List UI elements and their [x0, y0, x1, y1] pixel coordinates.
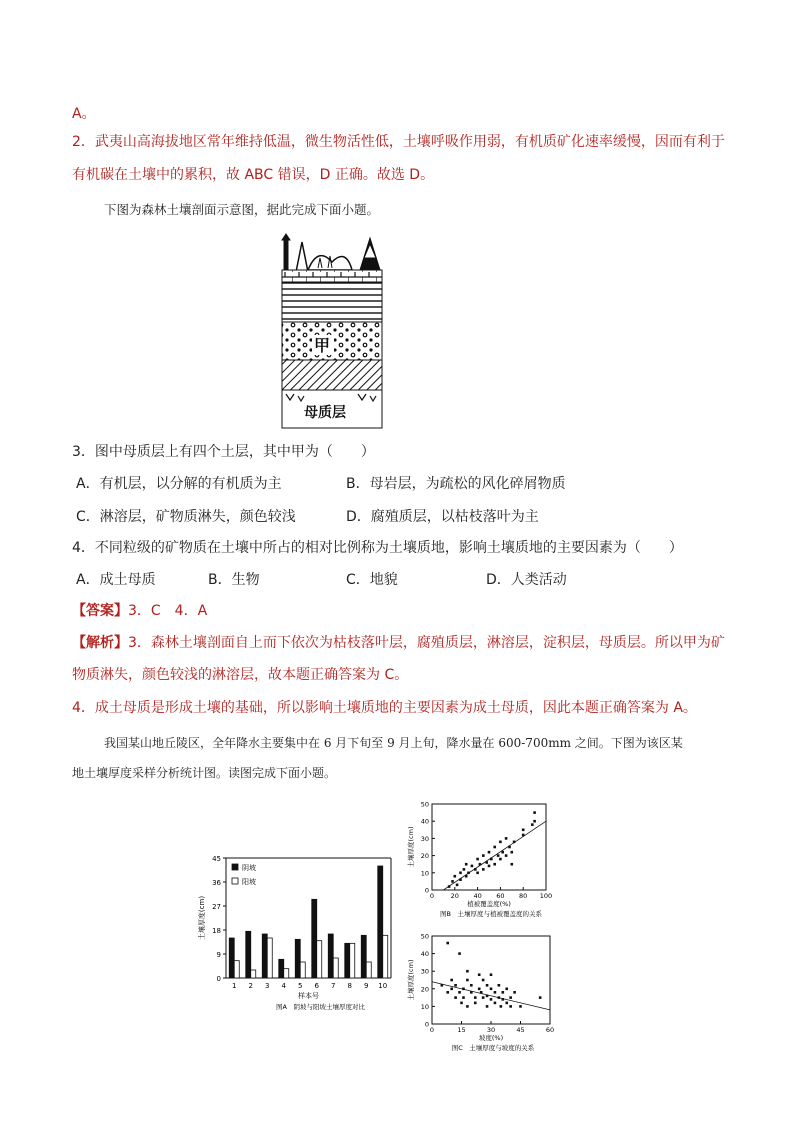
data-point	[482, 854, 485, 857]
y-tick-label: 30	[420, 834, 429, 843]
x-tick-label: 1	[232, 982, 237, 990]
analysis-line-1	[72, 633, 725, 653]
data-point	[454, 875, 457, 878]
x-axis-label: 坡度(%)	[478, 1034, 504, 1042]
data-point	[446, 991, 449, 994]
data-point	[533, 820, 536, 823]
data-point	[494, 1002, 497, 1005]
answer-line	[72, 601, 207, 621]
q3-option-c[interactable]: C．淋溶层，矿物质淋失，颜色较浅	[76, 509, 296, 525]
data-point	[450, 988, 453, 991]
y-tick-label: 50	[420, 800, 429, 809]
y-tick-label: 40	[420, 950, 429, 959]
data-point	[456, 884, 459, 887]
x-tick-label: 3	[265, 982, 270, 990]
illuvial-layer	[282, 360, 382, 390]
x-tick-label: 5	[298, 982, 303, 990]
data-point	[511, 863, 514, 866]
intro-hill-region-2: 地土壤厚度采样分析统计图。读图完成下面小题。	[72, 766, 337, 780]
x-tick-label: 15	[457, 1026, 466, 1034]
question-3: 3．图中母质层上有四个土层，其中甲为（ ）	[72, 444, 375, 460]
q3-option-b[interactable]: B．母岩层，为疏松的风化碎屑物质	[346, 476, 566, 492]
answer-fragment: A。	[72, 106, 96, 122]
vegetation-icon	[282, 234, 380, 272]
data-point	[499, 841, 502, 844]
analysis-text-1: 3．森林土壤剖面自上而下依次为枯枝落叶层，腐殖质层，淋溶层，淀积层，母质层。所以甲为矿	[128, 635, 725, 651]
x-tick-label: 30	[486, 1026, 496, 1034]
data-point	[493, 863, 496, 866]
data-point	[446, 942, 449, 945]
x-tick-label: 60	[545, 1026, 555, 1034]
plot-frame	[432, 804, 546, 890]
intro-soil-profile: 下图为森林土壤剖面示意图，据此完成下面小题。	[104, 202, 380, 217]
y-axis-label: 土壤厚度(cm)	[407, 826, 415, 868]
analysis-line-3: 4．成土母质是形成土壤的基础，所以影响土壤质地的主要因素为成土母质，因此本题正确答案为 A。	[72, 700, 697, 716]
x-axis-label: 植被覆盖度(%)	[467, 900, 511, 908]
bar-sunny	[267, 938, 272, 978]
data-point	[478, 973, 481, 976]
x-tick-label: 8	[347, 982, 352, 990]
bar-sunny	[317, 941, 322, 978]
data-point	[531, 823, 534, 826]
data-point	[476, 858, 479, 861]
y-tick-label: 0	[424, 886, 429, 895]
plot-frame	[432, 936, 550, 1024]
trend-line	[443, 821, 546, 890]
bar-shady	[328, 934, 333, 978]
chart-caption: 图B 土壤厚度与植被覆盖度的关系	[440, 910, 542, 918]
data-point	[474, 1002, 477, 1005]
organic-layer	[282, 270, 382, 282]
bar-sunny	[300, 962, 305, 978]
answer-text: 3．C 4．A	[128, 603, 208, 619]
chart-caption: 图A 阴坡与阳坡土壤厚度对比	[276, 1003, 365, 1011]
x-tick-label: 0	[429, 892, 435, 900]
data-point	[490, 988, 493, 991]
data-point	[482, 996, 485, 999]
y-axis-label: 土壤厚度(cm)	[198, 895, 206, 941]
data-point	[505, 854, 508, 857]
y-tick-label: 18	[212, 927, 221, 935]
data-point	[505, 988, 508, 991]
x-axis-label: 样本号	[298, 992, 319, 1000]
bar-shady	[312, 899, 317, 978]
bar-shady	[246, 931, 251, 978]
y-tick-label: 45	[212, 855, 221, 863]
label-parent-material: 母质层	[304, 405, 346, 421]
data-point	[486, 1005, 489, 1008]
soil-profile-diagram	[278, 232, 388, 432]
x-tick-label: 4	[281, 982, 286, 990]
bar-sunny	[383, 935, 388, 978]
y-tick-label: 10	[420, 1002, 429, 1011]
x-tick-label: 6	[314, 982, 319, 990]
data-point	[499, 858, 502, 861]
y-tick-label: 20	[420, 852, 429, 861]
bar-sunny	[366, 962, 371, 978]
y-tick-label: 40	[420, 817, 429, 826]
bar-shady	[262, 934, 267, 978]
data-point	[522, 829, 525, 832]
data-point	[482, 979, 485, 982]
bar-shady	[361, 935, 366, 978]
data-point	[462, 996, 465, 999]
data-point	[458, 952, 461, 955]
q4-option-c[interactable]: C．地貌	[346, 572, 398, 588]
chart-caption: 图C 土壤厚度与坡度的关系	[451, 1044, 535, 1052]
x-tick-label: 2	[248, 982, 253, 990]
bar-sunny	[234, 961, 239, 978]
humus-layer	[282, 282, 382, 322]
x-tick-label: 60	[496, 892, 505, 900]
intro-hill-region-1: 我国某山地丘陵区，全年降水主要集中在 6 月下旬至 9 月上旬，降水量在 600-700mm 之间。下图为该区某	[104, 736, 683, 750]
legend-label: 阴坡	[242, 864, 256, 872]
data-point	[493, 846, 496, 849]
y-tick-label: 30	[420, 967, 429, 976]
q3-option-a[interactable]: A．有机层，以分解的有机质为主	[76, 476, 282, 492]
data-point	[450, 979, 453, 982]
y-tick-label: 20	[420, 985, 429, 994]
x-tick-label: 0	[429, 1026, 435, 1034]
legend-label: 阳坡	[242, 878, 256, 886]
data-point	[476, 872, 479, 875]
data-point	[502, 991, 505, 994]
data-point	[459, 872, 462, 875]
analysis-tag: 【解析】	[72, 635, 128, 651]
y-axis-label: 土壤厚度(cm)	[407, 959, 415, 1001]
bar-sunny	[350, 943, 355, 978]
data-point	[488, 865, 491, 868]
data-point	[513, 991, 516, 994]
data-point	[463, 868, 466, 871]
data-point	[460, 1002, 463, 1005]
data-point	[470, 984, 473, 987]
x-tick-label: 40	[473, 892, 482, 900]
chart-a-bar	[196, 850, 406, 1045]
data-point	[498, 984, 501, 987]
bar-shady	[295, 939, 300, 978]
bar-shady	[345, 943, 350, 978]
data-point	[466, 970, 469, 973]
q4-option-d[interactable]: D．人类活动	[486, 572, 567, 588]
x-tick-label: 45	[516, 1026, 525, 1034]
chart-c-scatter	[405, 930, 570, 1060]
data-point	[474, 996, 477, 999]
data-point	[471, 865, 474, 868]
data-point	[490, 998, 493, 1001]
trend-line	[432, 982, 550, 1010]
data-point	[454, 984, 457, 987]
q4-option-b[interactable]: B．生物	[208, 572, 260, 588]
legend-swatch	[232, 878, 238, 884]
data-point	[505, 837, 508, 840]
data-point	[497, 854, 500, 857]
x-tick-label: 80	[519, 892, 528, 900]
data-point	[466, 1005, 469, 1008]
bar-sunny	[284, 969, 289, 978]
data-point	[466, 979, 469, 982]
y-tick-label: 50	[420, 932, 429, 941]
data-point	[488, 851, 491, 854]
data-point	[509, 996, 512, 999]
y-tick-label: 9	[216, 951, 221, 959]
data-point	[500, 1005, 503, 1008]
data-point	[451, 880, 454, 883]
data-point	[458, 991, 461, 994]
y-tick-label: 0	[424, 1020, 429, 1029]
y-tick-label: 27	[212, 903, 221, 911]
data-point	[519, 1005, 522, 1008]
bar-shady	[229, 938, 234, 978]
explanation-line-2: 有机碳在土壤中的累积，故 ABC 错误，D 正确。故选 D。	[72, 167, 435, 183]
bar-shady	[279, 959, 284, 978]
data-point	[482, 868, 485, 871]
x-tick-label: 100	[539, 892, 553, 900]
y-tick-label: 0	[216, 975, 221, 983]
answer-tag: 【答案】	[72, 603, 128, 619]
q4-option-a[interactable]: A．成土母质	[76, 572, 156, 588]
x-tick-label: 10	[378, 982, 388, 990]
data-point	[478, 988, 481, 991]
explanation-line-1: 2．武夷山高海拔地区常年维持低温，微生物活性低，土壤呼吸作用弱，有机质矿化速率缓慢，因而有利于	[72, 134, 725, 150]
data-point	[486, 984, 489, 987]
label-jia: 甲	[314, 336, 331, 355]
data-point	[533, 811, 536, 814]
chart-b-scatter	[405, 800, 570, 922]
q3-option-d[interactable]: D．腐殖质层，以枯枝落叶为主	[346, 509, 539, 525]
data-point	[494, 991, 497, 994]
x-tick-label: 7	[331, 982, 336, 990]
legend-swatch	[232, 864, 238, 870]
bar-shady	[378, 866, 383, 978]
data-point	[505, 1002, 508, 1005]
y-tick-label: 36	[212, 879, 221, 887]
data-point	[509, 1005, 512, 1008]
data-point	[539, 996, 542, 999]
x-tick-label: 20	[450, 892, 459, 900]
question-4: 4．不同粒级的矿物质在土壤中所占的相对比例称为土壤质地，影响土壤质地的主要因素为（ ）	[72, 540, 683, 556]
data-point	[511, 851, 514, 854]
bar-sunny	[333, 958, 338, 978]
data-point	[465, 863, 468, 866]
data-point	[490, 973, 493, 976]
data-point	[454, 996, 457, 999]
bar-sunny	[251, 970, 256, 978]
x-tick-label: 9	[364, 982, 369, 990]
analysis-line-2: 物质淋失，颜色较浅的淋溶层，故本题正确答案为 C。	[72, 667, 409, 683]
y-tick-label: 10	[420, 869, 429, 878]
